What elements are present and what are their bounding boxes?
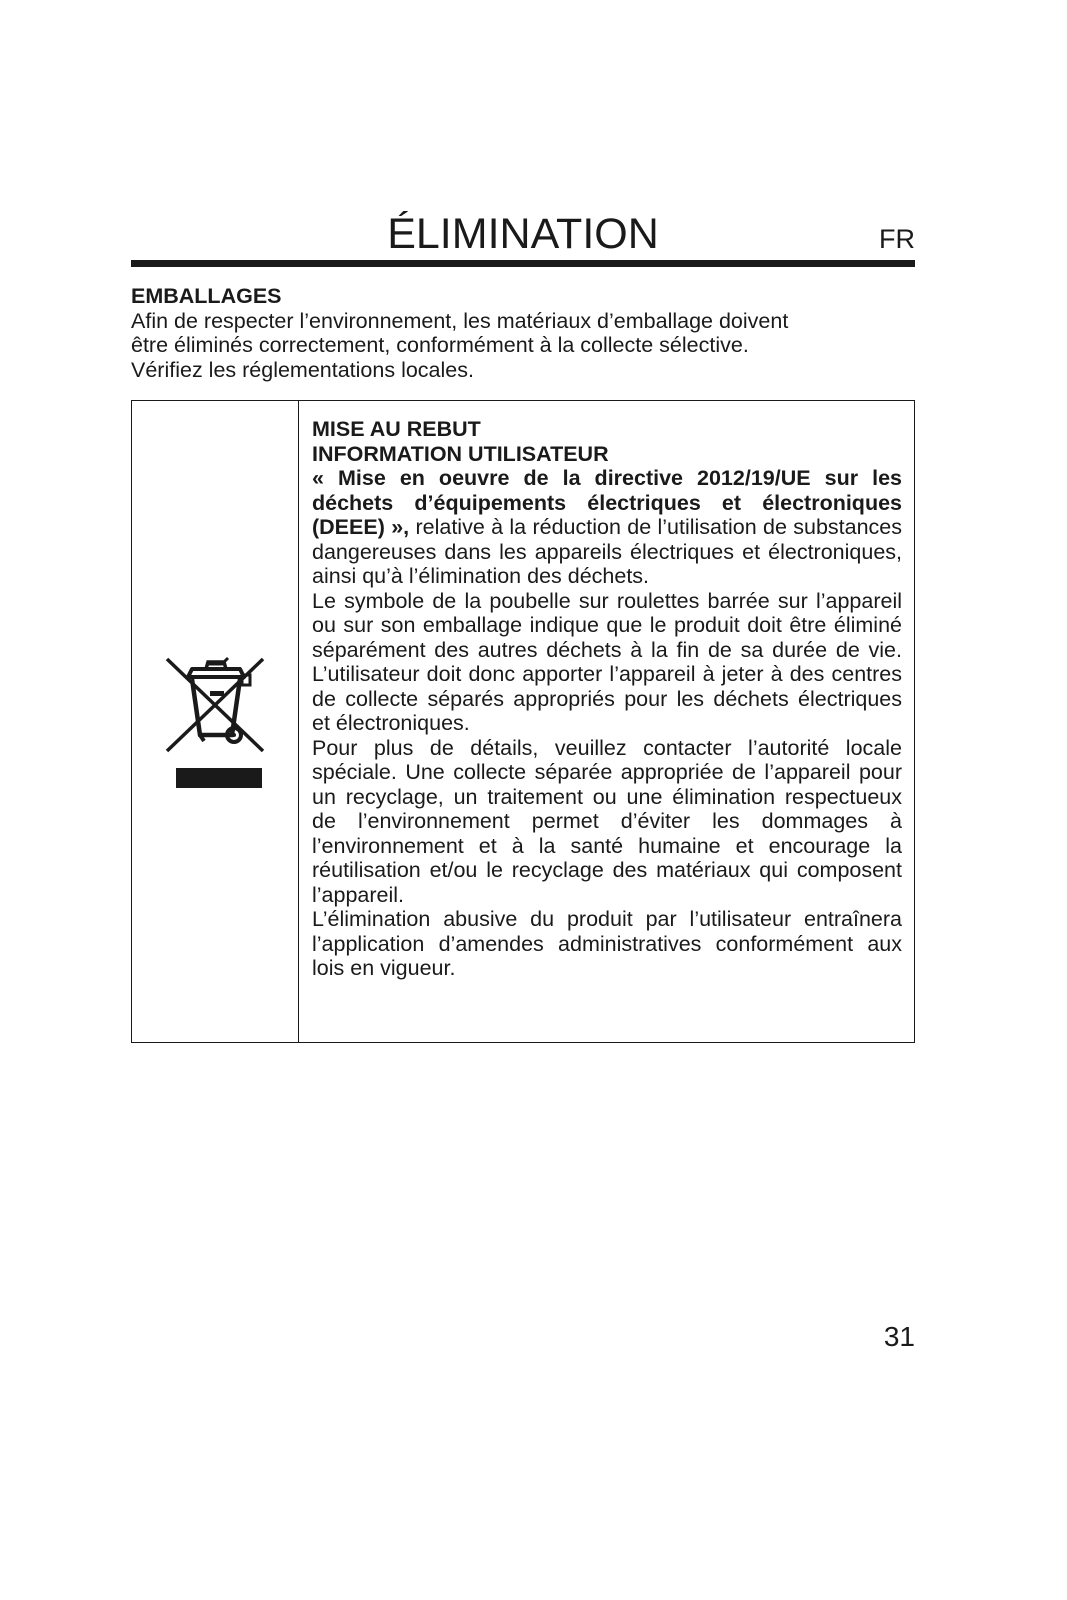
weee-symbol-cell — [132, 401, 299, 1042]
page-title: ÉLIMINATION — [387, 210, 659, 258]
crossed-out-wheelie-bin-icon — [164, 655, 266, 755]
symbol-paragraph: Le symbole de la poubelle sur roulettes barrée sur l’appareil ou sur son emballage indique que le produit doit être éliminé séparément des autres déchets à la fin de sa durée de vie. L’utilisateur doit donc apporter l’appareil à jeter à des centres de collecte séparés appropriés pour les déchets électriques et électroniques. — [312, 588, 902, 735]
user-information-heading: INFORMATION UTILISATEUR — [312, 441, 609, 466]
weee-text-cell — [312, 417, 902, 981]
penalty-paragraph: L’élimination abusive du produit par l’utilisateur entraînera l’application d’amendes administratives conformément aux lois en vigueur. — [312, 907, 902, 980]
page-number: 31 — [883, 1321, 915, 1352]
packaging-text-line-1: Afin de respecter l’environnement, les matériaux d’emballage doivent — [131, 308, 789, 333]
weee-disposal-box — [131, 400, 915, 1043]
packaging-text-line-2: être éliminés correctement, conformément à la collecte sélective. — [131, 333, 749, 357]
weee-date-bar — [176, 768, 262, 788]
disposal-heading: MISE AU REBUT — [312, 417, 481, 441]
language-code: FR — [879, 224, 915, 254]
header-divider — [131, 260, 915, 267]
directive-description: relative à la réduction de l’utilisation de substances dangereuses dans les appareils électriques et électroniques, ainsi qu’à l’élimination des déchets. — [312, 515, 902, 588]
page-header — [131, 200, 915, 260]
packaging-heading: EMBALLAGES — [131, 284, 282, 308]
packaging-text-line-3: Vérifiez les réglementations locales. — [131, 357, 474, 382]
details-paragraph: Pour plus de détails, veuillez contacter l’autorité locale spéciale. Une collecte séparée appropriée de l’appareil pour un recyclage, un traitement ou une élimination respectueux de l’environnement permet d’éviter les dommages à l’environnement et à la santé humaine et encourage la réutilisation et/ou le recyclage des matériaux qui composent l’appareil. — [312, 735, 902, 907]
directive-title: « Mise en oeuvre de la directive 2012/19/UE sur les déchets d’équipements électriques et électroniques (DEEE) », — [312, 466, 902, 539]
packaging-section — [131, 284, 915, 382]
directive-paragraph — [312, 466, 902, 589]
